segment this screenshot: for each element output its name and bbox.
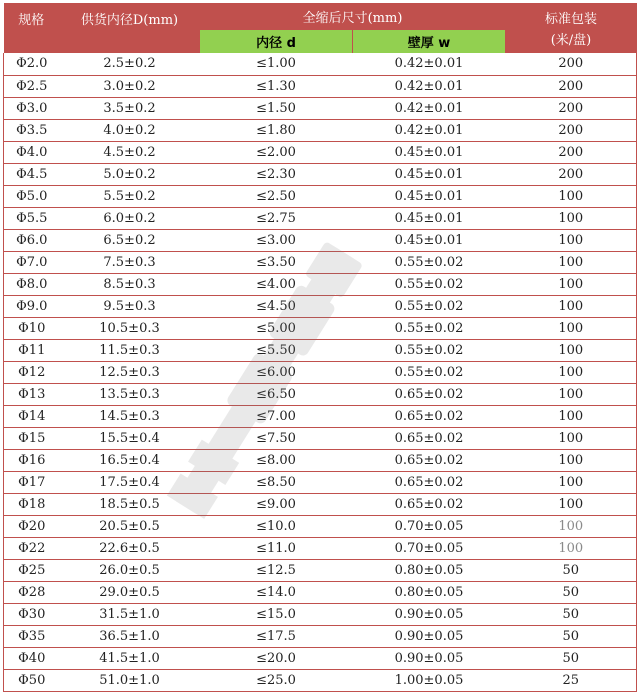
cell-packaging: 50 bbox=[506, 603, 637, 625]
cell-packaging: 50 bbox=[506, 559, 637, 581]
cell-wall-w: 0.45±0.01 bbox=[353, 185, 506, 207]
cell-packaging: 200 bbox=[506, 53, 637, 75]
cell-spec: Φ5.0 bbox=[4, 185, 60, 207]
cell-packaging: 100 bbox=[506, 185, 637, 207]
cell-inner-d: ≤7.00 bbox=[200, 405, 353, 427]
table-row bbox=[4, 229, 637, 251]
cell-supply-inner-diameter: 13.5±0.3 bbox=[60, 383, 200, 405]
table-row bbox=[4, 75, 637, 97]
cell-inner-d: ≤11.0 bbox=[200, 537, 353, 559]
cell-packaging: 25 bbox=[506, 669, 637, 691]
cell-wall-w: 0.65±0.02 bbox=[353, 383, 506, 405]
cell-packaging: 100 bbox=[506, 493, 637, 515]
cell-wall-w: 1.00±0.05 bbox=[353, 669, 506, 691]
cell-spec: Φ40 bbox=[4, 647, 60, 669]
cell-spec: Φ3.0 bbox=[4, 97, 60, 119]
table-row bbox=[4, 559, 637, 581]
cell-spec: Φ2.0 bbox=[4, 53, 60, 75]
cell-inner-d: ≤5.50 bbox=[200, 339, 353, 361]
cell-inner-d: ≤4.00 bbox=[200, 273, 353, 295]
table-row bbox=[4, 53, 637, 75]
cell-packaging: 100 bbox=[506, 449, 637, 471]
cell-spec: Φ9.0 bbox=[4, 295, 60, 317]
cell-supply-inner-diameter: 15.5±0.4 bbox=[60, 427, 200, 449]
cell-inner-d: ≤8.00 bbox=[200, 449, 353, 471]
cell-supply-inner-diameter: 6.0±0.2 bbox=[60, 207, 200, 229]
cell-inner-d: ≤25.0 bbox=[200, 669, 353, 691]
cell-packaging: 100 bbox=[506, 317, 637, 339]
table-row bbox=[4, 669, 637, 691]
cell-supply-inner-diameter: 41.5±1.0 bbox=[60, 647, 200, 669]
cell-spec: Φ15 bbox=[4, 427, 60, 449]
cell-wall-w: 0.90±0.05 bbox=[353, 603, 506, 625]
table-row bbox=[4, 515, 637, 537]
cell-supply-inner-diameter: 36.5±1.0 bbox=[60, 625, 200, 647]
cell-inner-d: ≤1.30 bbox=[200, 75, 353, 97]
cell-wall-w: 0.70±0.05 bbox=[353, 515, 506, 537]
cell-inner-d: ≤17.5 bbox=[200, 625, 353, 647]
table-row bbox=[4, 647, 637, 669]
cell-packaging: 50 bbox=[506, 625, 637, 647]
cell-supply-inner-diameter: 16.5±0.4 bbox=[60, 449, 200, 471]
table-row bbox=[4, 251, 637, 273]
cell-packaging: 200 bbox=[506, 163, 637, 185]
cell-wall-w: 0.65±0.02 bbox=[353, 471, 506, 493]
cell-supply-inner-diameter: 4.0±0.2 bbox=[60, 119, 200, 141]
cell-packaging: 100 bbox=[506, 339, 637, 361]
cell-wall-w: 0.65±0.02 bbox=[353, 405, 506, 427]
cell-wall-w: 0.42±0.01 bbox=[353, 53, 506, 75]
cell-wall-w: 0.45±0.01 bbox=[353, 207, 506, 229]
cell-inner-d: ≤1.00 bbox=[200, 53, 353, 75]
cell-packaging: 100 bbox=[506, 515, 637, 537]
cell-spec: Φ18 bbox=[4, 493, 60, 515]
cell-inner-d: ≤10.0 bbox=[200, 515, 353, 537]
cell-inner-d: ≤3.00 bbox=[200, 229, 353, 251]
cell-packaging: 200 bbox=[506, 97, 637, 119]
cell-supply-inner-diameter: 6.5±0.2 bbox=[60, 229, 200, 251]
spec-table-container bbox=[3, 3, 636, 692]
cell-inner-d: ≤2.00 bbox=[200, 141, 353, 163]
cell-spec: Φ11 bbox=[4, 339, 60, 361]
table-row bbox=[4, 405, 637, 427]
cell-wall-w: 0.65±0.02 bbox=[353, 427, 506, 449]
cell-spec: Φ35 bbox=[4, 625, 60, 647]
cell-packaging: 50 bbox=[506, 581, 637, 603]
cell-spec: Φ14 bbox=[4, 405, 60, 427]
cell-supply-inner-diameter: 17.5±0.4 bbox=[60, 471, 200, 493]
cell-supply-inner-diameter: 51.0±1.0 bbox=[60, 669, 200, 691]
table-row bbox=[4, 207, 637, 229]
cell-spec: Φ50 bbox=[4, 669, 60, 691]
header-packaging bbox=[506, 3, 637, 53]
cell-spec: Φ10 bbox=[4, 317, 60, 339]
cell-supply-inner-diameter: 3.0±0.2 bbox=[60, 75, 200, 97]
cell-supply-inner-diameter: 14.5±0.3 bbox=[60, 405, 200, 427]
cell-packaging: 100 bbox=[506, 405, 637, 427]
table-row bbox=[4, 427, 637, 449]
table-row bbox=[4, 295, 637, 317]
cell-supply-inner-diameter: 31.5±1.0 bbox=[60, 603, 200, 625]
cell-wall-w: 0.45±0.01 bbox=[353, 141, 506, 163]
cell-packaging: 200 bbox=[506, 75, 637, 97]
cell-inner-d: ≤8.50 bbox=[200, 471, 353, 493]
cell-supply-inner-diameter: 29.0±0.5 bbox=[60, 581, 200, 603]
cell-wall-w: 0.45±0.01 bbox=[353, 229, 506, 251]
cell-supply-inner-diameter: 26.0±0.5 bbox=[60, 559, 200, 581]
cell-spec: Φ2.5 bbox=[4, 75, 60, 97]
cell-packaging: 100 bbox=[506, 229, 637, 251]
table-row bbox=[4, 119, 637, 141]
cell-spec: Φ20 bbox=[4, 515, 60, 537]
cell-wall-w: 0.70±0.05 bbox=[353, 537, 506, 559]
table-row bbox=[4, 493, 637, 515]
table-body bbox=[4, 53, 637, 691]
cell-spec: Φ8.0 bbox=[4, 273, 60, 295]
spec-table bbox=[3, 3, 637, 692]
cell-inner-d: ≤2.30 bbox=[200, 163, 353, 185]
table-row bbox=[4, 383, 637, 405]
cell-spec: Φ16 bbox=[4, 449, 60, 471]
table-row bbox=[4, 537, 637, 559]
cell-wall-w: 0.80±0.05 bbox=[353, 581, 506, 603]
cell-spec: Φ7.0 bbox=[4, 251, 60, 273]
header-spec: 规格 bbox=[4, 3, 60, 53]
cell-packaging: 100 bbox=[506, 207, 637, 229]
cell-wall-w: 0.55±0.02 bbox=[353, 273, 506, 295]
table-row bbox=[4, 581, 637, 603]
table-row bbox=[4, 449, 637, 471]
cell-packaging: 100 bbox=[506, 295, 637, 317]
cell-supply-inner-diameter: 8.5±0.3 bbox=[60, 273, 200, 295]
cell-wall-w: 0.55±0.02 bbox=[353, 251, 506, 273]
cell-inner-d: ≤1.80 bbox=[200, 119, 353, 141]
header-shrunk-size: 全缩后尺寸(mm) bbox=[200, 3, 506, 30]
cell-wall-w: 0.42±0.01 bbox=[353, 97, 506, 119]
header-wall-w: 壁厚 w bbox=[353, 30, 506, 53]
table-row bbox=[4, 361, 637, 383]
cell-wall-w: 0.55±0.02 bbox=[353, 361, 506, 383]
cell-wall-w: 0.90±0.05 bbox=[353, 625, 506, 647]
cell-inner-d: ≤12.5 bbox=[200, 559, 353, 581]
cell-spec: Φ28 bbox=[4, 581, 60, 603]
cell-supply-inner-diameter: 10.5±0.3 bbox=[60, 317, 200, 339]
cell-spec: Φ3.5 bbox=[4, 119, 60, 141]
cell-inner-d: ≤20.0 bbox=[200, 647, 353, 669]
cell-wall-w: 0.55±0.02 bbox=[353, 317, 506, 339]
table-row bbox=[4, 625, 637, 647]
cell-spec: Φ4.0 bbox=[4, 141, 60, 163]
cell-supply-inner-diameter: 11.5±0.3 bbox=[60, 339, 200, 361]
cell-inner-d: ≤9.00 bbox=[200, 493, 353, 515]
table-row bbox=[4, 317, 637, 339]
cell-packaging: 200 bbox=[506, 119, 637, 141]
cell-wall-w: 0.65±0.02 bbox=[353, 493, 506, 515]
cell-spec: Φ12 bbox=[4, 361, 60, 383]
cell-supply-inner-diameter: 2.5±0.2 bbox=[60, 53, 200, 75]
cell-packaging: 100 bbox=[506, 251, 637, 273]
cell-inner-d: ≤14.0 bbox=[200, 581, 353, 603]
table-row bbox=[4, 185, 637, 207]
cell-spec: Φ4.5 bbox=[4, 163, 60, 185]
cell-wall-w: 0.80±0.05 bbox=[353, 559, 506, 581]
cell-spec: Φ25 bbox=[4, 559, 60, 581]
cell-wall-w: 0.65±0.02 bbox=[353, 449, 506, 471]
cell-supply-inner-diameter: 5.0±0.2 bbox=[60, 163, 200, 185]
cell-supply-inner-diameter: 5.5±0.2 bbox=[60, 185, 200, 207]
cell-inner-d: ≤3.50 bbox=[200, 251, 353, 273]
cell-packaging: 100 bbox=[506, 471, 637, 493]
cell-inner-d: ≤1.50 bbox=[200, 97, 353, 119]
cell-wall-w: 0.90±0.05 bbox=[353, 647, 506, 669]
table-row bbox=[4, 141, 637, 163]
cell-inner-d: ≤4.50 bbox=[200, 295, 353, 317]
table-row bbox=[4, 273, 637, 295]
cell-spec: Φ17 bbox=[4, 471, 60, 493]
cell-spec: Φ13 bbox=[4, 383, 60, 405]
table-row bbox=[4, 163, 637, 185]
cell-packaging: 200 bbox=[506, 141, 637, 163]
cell-supply-inner-diameter: 20.5±0.5 bbox=[60, 515, 200, 537]
cell-packaging: 50 bbox=[506, 647, 637, 669]
cell-packaging: 100 bbox=[506, 427, 637, 449]
cell-inner-d: ≤6.50 bbox=[200, 383, 353, 405]
cell-supply-inner-diameter: 3.5±0.2 bbox=[60, 97, 200, 119]
cell-inner-d: ≤15.0 bbox=[200, 603, 353, 625]
cell-spec: Φ6.0 bbox=[4, 229, 60, 251]
cell-packaging: 100 bbox=[506, 361, 637, 383]
table-row bbox=[4, 603, 637, 625]
cell-supply-inner-diameter: 18.5±0.5 bbox=[60, 493, 200, 515]
cell-inner-d: ≤2.75 bbox=[200, 207, 353, 229]
header-packaging-line1: 标准包装 bbox=[544, 12, 597, 27]
cell-inner-d: ≤6.00 bbox=[200, 361, 353, 383]
cell-packaging: 100 bbox=[506, 537, 637, 559]
cell-wall-w: 0.55±0.02 bbox=[353, 339, 506, 361]
cell-wall-w: 0.55±0.02 bbox=[353, 295, 506, 317]
header-inner-d: 内径 d bbox=[200, 30, 353, 53]
cell-inner-d: ≤7.50 bbox=[200, 427, 353, 449]
cell-supply-inner-diameter: 7.5±0.3 bbox=[60, 251, 200, 273]
cell-spec: Φ30 bbox=[4, 603, 60, 625]
cell-supply-inner-diameter: 22.6±0.5 bbox=[60, 537, 200, 559]
cell-spec: Φ5.5 bbox=[4, 207, 60, 229]
cell-wall-w: 0.42±0.01 bbox=[353, 119, 506, 141]
table-row bbox=[4, 339, 637, 361]
cell-supply-inner-diameter: 4.5±0.2 bbox=[60, 141, 200, 163]
cell-inner-d: ≤2.50 bbox=[200, 185, 353, 207]
cell-wall-w: 0.42±0.01 bbox=[353, 75, 506, 97]
header-packaging-line2: (米/盘) bbox=[550, 33, 592, 48]
table-row bbox=[4, 97, 637, 119]
cell-packaging: 100 bbox=[506, 383, 637, 405]
table-row bbox=[4, 471, 637, 493]
cell-wall-w: 0.45±0.01 bbox=[353, 163, 506, 185]
header-supply-inner-diameter: 供货内径D(mm) bbox=[60, 3, 200, 53]
cell-inner-d: ≤5.00 bbox=[200, 317, 353, 339]
cell-supply-inner-diameter: 9.5±0.3 bbox=[60, 295, 200, 317]
cell-spec: Φ22 bbox=[4, 537, 60, 559]
cell-supply-inner-diameter: 12.5±0.3 bbox=[60, 361, 200, 383]
cell-packaging: 100 bbox=[506, 273, 637, 295]
